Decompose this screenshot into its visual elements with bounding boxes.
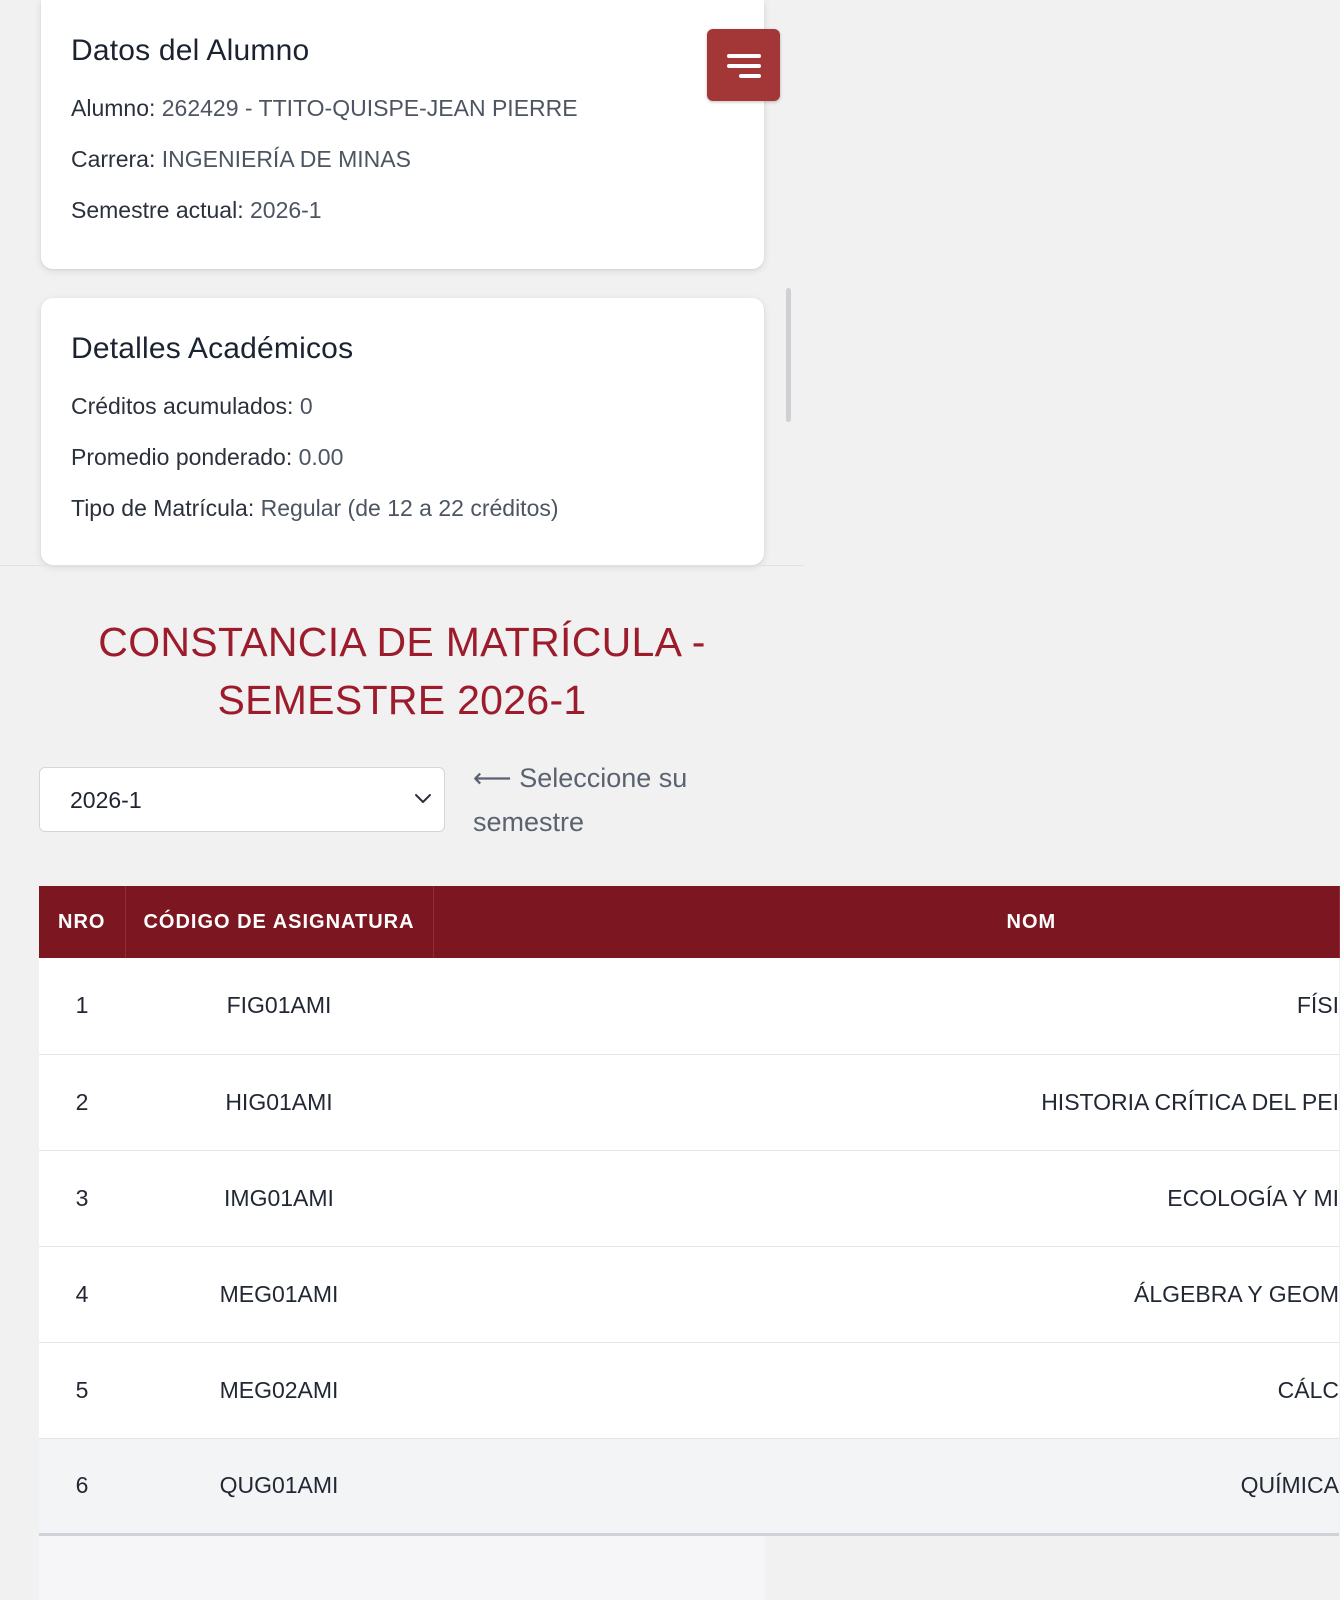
- cell-nombre: [433, 1246, 1339, 1342]
- chevron-down-icon: [414, 793, 432, 805]
- table-header-row: [39, 886, 1339, 958]
- cell-nro: 4: [39, 1246, 125, 1342]
- cell-codigo: FIG01AMI: [125, 958, 433, 1054]
- section-divider: [0, 565, 804, 566]
- table-row: [39, 1150, 1339, 1246]
- table-row: [39, 958, 1339, 1054]
- menu-button[interactable]: [707, 29, 780, 101]
- semestre-value: 2026-1: [249, 197, 322, 223]
- courses-table-container[interactable]: [39, 886, 1339, 1600]
- cell-codigo: MEG01AMI: [125, 1246, 433, 1342]
- header-nombre: [433, 886, 1339, 958]
- creditos-label: Créditos acumulados:: [71, 393, 294, 419]
- courses-table: [39, 886, 1340, 1536]
- table-row: [39, 1438, 1339, 1534]
- tipo-matricula-line: [71, 494, 734, 522]
- table-row: [39, 1054, 1339, 1150]
- semester-select-hint: ⟵ Seleccione su semestre: [473, 763, 688, 837]
- cell-nombre-text: QUÍMICA: [1240, 1472, 1339, 1498]
- promedio-value: 0.00: [298, 444, 344, 470]
- cell-codigo: HIG01AMI: [125, 1054, 433, 1150]
- creditos-line: [71, 392, 734, 420]
- carrera-label: Carrera:: [71, 146, 156, 172]
- student-alumno-line: [71, 94, 734, 122]
- alumno-value: 262429 - TTITO-QUISPE-JEAN PIERRE: [161, 95, 578, 121]
- document-title: [0, 613, 804, 729]
- cell-nombre: [433, 1054, 1339, 1150]
- academic-details-card: [41, 298, 764, 565]
- cell-nro: 5: [39, 1342, 125, 1438]
- cell-codigo: IMG01AMI: [125, 1150, 433, 1246]
- cell-nombre: [433, 1438, 1339, 1534]
- header-nombre-text: NOM: [1006, 910, 1057, 933]
- alumno-label: Alumno:: [71, 95, 156, 121]
- creditos-value: 0: [299, 393, 313, 419]
- cell-codigo: MEG02AMI: [125, 1342, 433, 1438]
- student-semestre-line: [71, 196, 734, 224]
- semester-select[interactable]: [39, 767, 445, 832]
- promedio-label: Promedio ponderado:: [71, 444, 293, 470]
- document-title-line-2: SEMESTRE 2026-1: [217, 677, 587, 723]
- cell-nombre-text: FÍSI: [1296, 992, 1339, 1019]
- table-row: [39, 1246, 1339, 1342]
- header-codigo: CÓDIGO DE ASIGNATURA: [125, 886, 433, 958]
- hamburger-menu-icon-bar: [727, 64, 761, 68]
- hamburger-menu-icon: [727, 54, 761, 58]
- semestre-label: Semestre actual:: [71, 197, 244, 223]
- cell-nombre: [433, 958, 1339, 1054]
- student-carrera-line: [71, 145, 734, 173]
- table-row: [39, 1342, 1339, 1438]
- cell-codigo: QUG01AMI: [125, 1438, 433, 1534]
- student-card-title: Datos del Alumno: [71, 34, 310, 67]
- promedio-line: [71, 443, 734, 471]
- carrera-value: INGENIERÍA DE MINAS: [161, 146, 411, 172]
- scrollbar-thumb[interactable]: [786, 288, 791, 422]
- header-nro: NRO: [39, 886, 125, 958]
- semester-select-value: 2026-1: [70, 787, 142, 813]
- cell-nro: 1: [39, 958, 125, 1054]
- cell-nombre: [433, 1342, 1339, 1438]
- cell-nro: 6: [39, 1438, 125, 1534]
- cell-nombre-text: HISTORIA CRÍTICA DEL PEI: [1041, 1088, 1339, 1115]
- cell-nombre: [433, 1150, 1339, 1246]
- cell-nro: 3: [39, 1150, 125, 1246]
- cell-nombre-text: CÁLC: [1277, 1376, 1339, 1403]
- hamburger-menu-icon-bar: [739, 74, 761, 78]
- cell-nro: 2: [39, 1054, 125, 1150]
- student-data-card: [41, 0, 764, 269]
- tipo-matricula-label: Tipo de Matrícula:: [71, 495, 255, 521]
- academic-card-title: Detalles Académicos: [71, 332, 354, 365]
- cell-nombre-text: ÁLGEBRA Y GEOM: [1134, 1280, 1339, 1307]
- cell-nombre-text: ECOLOGÍA Y MI: [1167, 1184, 1339, 1211]
- document-title-line-1: CONSTANCIA DE MATRÍCULA -: [98, 619, 706, 665]
- tipo-matricula-value: Regular (de 12 a 22 créditos): [260, 495, 559, 521]
